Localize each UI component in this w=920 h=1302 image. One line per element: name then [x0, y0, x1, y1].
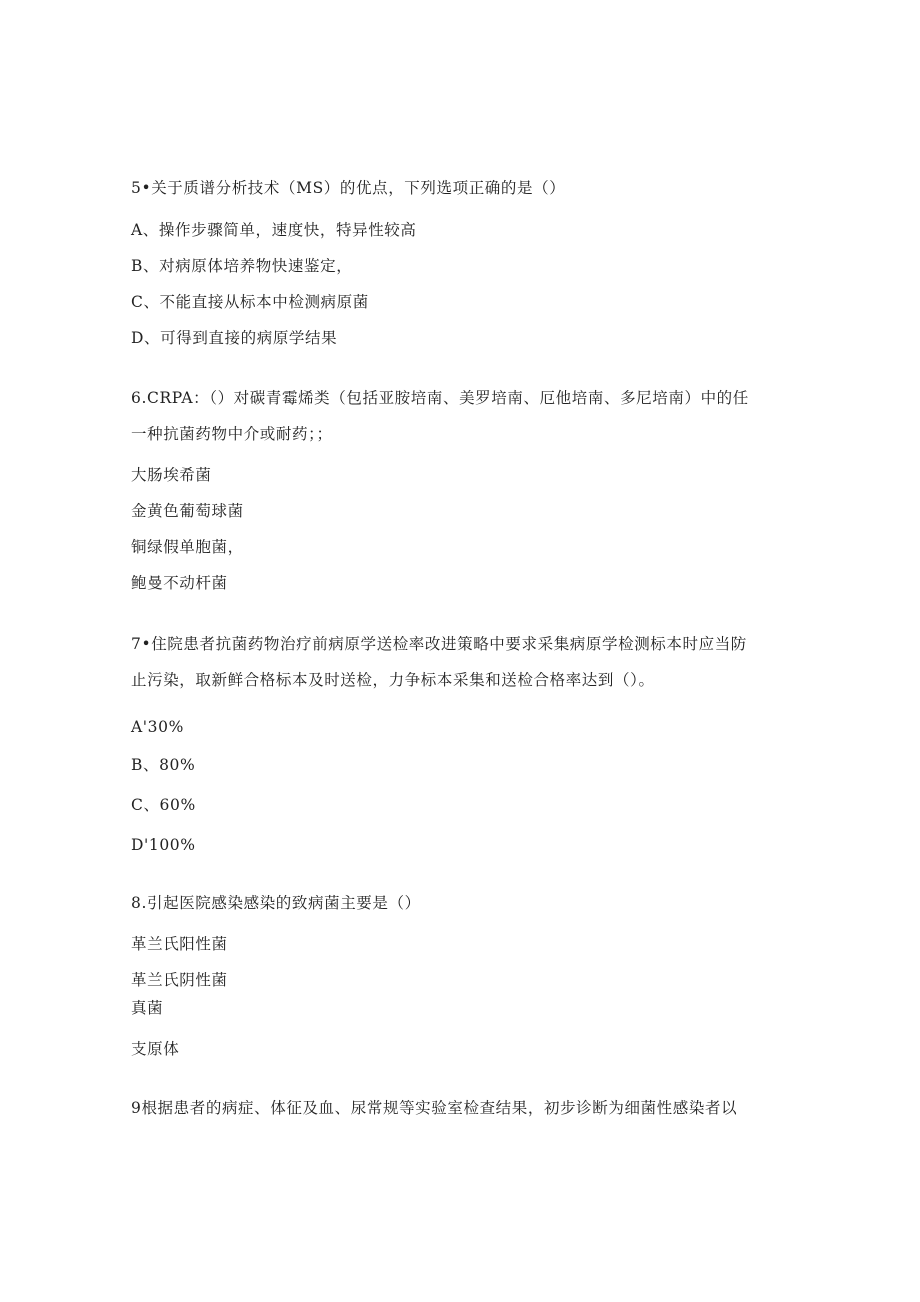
question-8-option-3: 真菌: [131, 999, 164, 1017]
question-7-stem-line-2: 止污染，取新鲜合格标本及时送检，力争标本采集和送检合格率达到（）。: [131, 671, 655, 689]
question-5-option-a: A、操作步骤简单，速度快，特异性较高: [131, 221, 417, 239]
question-8-stem: 8.引起医院感染感染的致病菌主要是（）: [131, 894, 421, 912]
question-6-stem-line-2: 一种抗菌药物中介或耐药；；: [131, 425, 333, 443]
question-6-option-2: 金黄色葡萄球菌: [131, 502, 244, 520]
question-7-stem-line-1: 7•住院患者抗菌药物治疗前病原学送检率改进策略中要求采集病原学检测标本时应当防: [131, 635, 747, 653]
question-7-option-b: B、80%: [131, 756, 196, 774]
question-8-option-1: 革兰氏阳性菌: [131, 935, 228, 953]
question-6-option-1: 大肠埃希菌: [131, 466, 212, 484]
question-8-option-2: 革兰氏阴性菌: [131, 971, 228, 989]
question-5-option-b: B、对病原体培养物快速鉴定，: [131, 257, 353, 275]
question-9-stem: 9根据患者的病症、体征及血、尿常规等实验室检查结果，初步诊断为细菌性感染者以: [131, 1099, 738, 1117]
question-5-option-d: D、可得到直接的病原学结果: [131, 329, 338, 347]
question-6-stem-line-1: 6.CRPA：（）对碳青霉烯类（包括亚胺培南、美罗培南、厄他培南、多尼培南）中的任: [131, 389, 749, 407]
question-7-option-d: D'100%: [131, 836, 196, 854]
question-6-option-3: 铜绿假单胞菌，: [131, 538, 244, 556]
question-7-option-c: C、60%: [131, 796, 196, 814]
question-5-stem: 5•关于质谱分析技术（MS）的优点，下列选项正确的是（）: [131, 179, 566, 197]
question-6-option-4: 鲍曼不动杆菌: [131, 574, 228, 592]
question-8-option-4: 支原体: [131, 1040, 180, 1058]
question-7-option-a: A'30%: [131, 718, 184, 736]
question-5-option-c: C、不能直接从标本中检测病原菌: [131, 293, 369, 311]
